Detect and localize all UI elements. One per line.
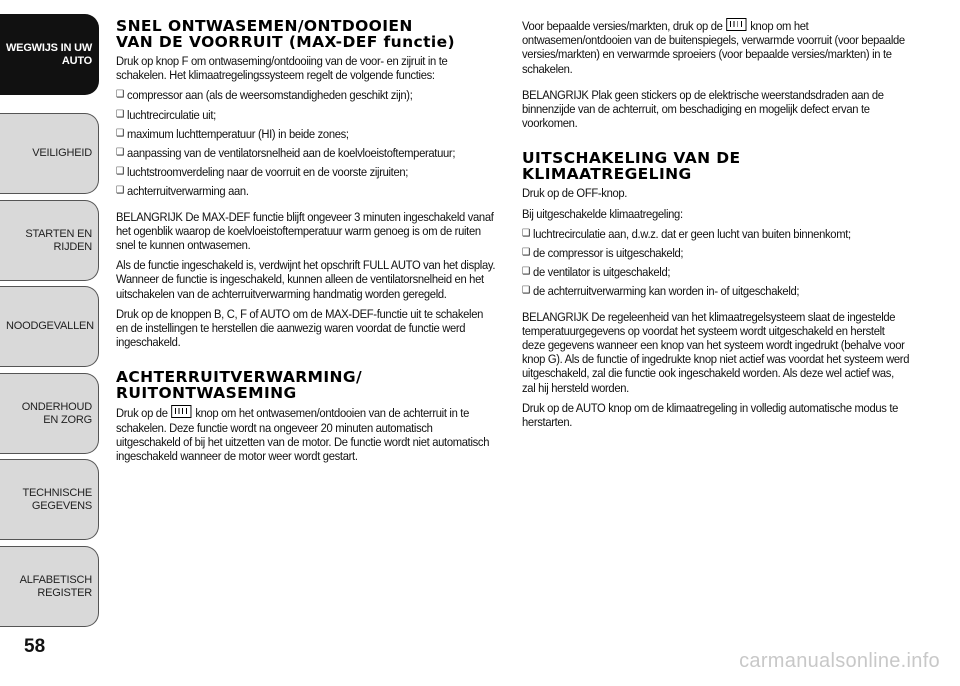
rear-defrost-icon (171, 405, 191, 418)
paragraph: Druk op de knoppen B, C, F of AUTO om de MAX-DEF-functie uit te schakelen en de instellingen te herstellen die aanwezig waren voordat de functie werd ingeschakeld. (116, 306, 484, 350)
paragraph: Druk op de AUTO knop om de klimaatregeling in volledig automatische modus te herstarten. (522, 400, 899, 430)
tab-alfabetisch-register[interactable]: ALFABETISCH REGISTER (0, 546, 99, 627)
mirror-defrost-icon (726, 18, 746, 31)
list-item: ❑ achterruitverwarming aan. (116, 184, 507, 198)
paragraph: Voor bepaalde versies/markten, druk op de knop om het ontwasemen/ontdooien van de buitenspiegels, verwarmde voorruit (voor bepaalde versies/markten) en verwarmde sproeiers (voor bepaalde versies/markten) in te schakelen. (522, 19, 905, 76)
paragraph: Als de functie ingeschakeld is, verdwijnt het opschrift FULL AUTO van het display. Wanneer de functie is ingeschakeld, kunnen alleen de ventilatorsnelheid en het uitschakelen van de achterruitverwarming handmatig worden geregeld. (116, 258, 496, 301)
list-item: ❑ de compressor is uitgeschakeld; (522, 246, 921, 260)
tab-noodgevallen[interactable]: NOODGEVALLEN (0, 286, 99, 367)
section-heading-achterruitverwarming: ACHTERRUITVERWARMING/ RUITONTWASEMING (116, 368, 363, 403)
list-item: ❑ luchtstroomverdeling naar de voorruit en de voorste zijruiten; (116, 165, 507, 179)
chapter-sidebar (0, 0, 100, 686)
watermark: carmanualsonline.info (739, 650, 940, 672)
paragraph: BELANGRIJK De regeleenheid van het klimaatregelsysteem slaat de ingestelde temperatuurgegevens op voordat het systeem wordt uitgeschakeld en herstelt deze gegevens wanneer een knop van het systeem wordt ingedrukt (behalve voor knop G). Als de functie of ingedrukte knop niet actief was voordat het systeem werd uitgeschakeld, zal die functie ook ingeschakeld worden. Als deze wel actief was, zal hij hersteld worden. (522, 309, 910, 395)
paragraph: Druk op knop F om ontwaseming/ontdooiing van de voor- en zijruit in te schakelen. Het klimaatregelingssysteem regelt de volgende functies: (116, 54, 448, 83)
paragraph: Druk op de OFF-knop. (522, 186, 628, 201)
paragraph: BELANGRIJK De MAX-DEF functie blijft ongeveer 3 minuten ingeschakeld vanaf het ogenblik waarop de koelvloeistoftemperatuur warm genoeg is om de ruiten snel te kunnen ontwasemen. (116, 209, 494, 253)
paragraph: BELANGRIJK Plak geen stickers op de elektrische weerstandsdraden aan de binnenzijde van de achterruit, om beschadiging en mogelijk defect ervan te voorkomen. (522, 87, 884, 131)
list-item: ❑ de ventilator is uitgeschakeld; (522, 265, 921, 279)
paragraph: Bij uitgeschakelde klimaatregeling: (522, 206, 683, 221)
tab-wegwijs[interactable]: WEGWIJS IN UW AUTO (0, 14, 99, 95)
left-column (116, 18, 498, 469)
tab-technische-gegevens[interactable]: TECHNISCHE GEGEVENS (0, 459, 99, 540)
list-item: ❑ compressor aan (als de weersomstandigheden geschikt zijn); (116, 88, 507, 102)
tab-onderhoud-en-zorg[interactable]: ONDERHOUD EN ZORG (0, 373, 99, 454)
section-heading-uitschakeling: UITSCHAKELING VAN DE KLIMAATREGELING (522, 149, 741, 184)
list-item: ❑ luchtrecirculatie uit; (116, 108, 507, 122)
section-heading-max-def: SNEL ONTWASEMEN/ONTDOOIEN VAN DE VOORRUIT (MAX-DEF functie) (116, 17, 456, 51)
list-item: ❑ de achterruitverwarming kan worden in- of uitgeschakeld; (522, 284, 921, 298)
tab-veiligheid[interactable]: VEILIGHEID (0, 113, 99, 194)
list-item: ❑ luchtrecirculatie aan, d.w.z. dat er geen lucht van buiten binnenkomt; (522, 227, 921, 241)
paragraph: Druk op de knop om het ontwasemen/ontdooien van de achterruit in te schakelen. Deze functie wordt na ongeveer 20 minuten automatisch uitgeschakeld of bij het uitzetten van de motor. De functie wordt niet automatisch ingeschakeld wanneer de motor weer wordt gestart. (116, 406, 490, 464)
page-number: 58 (24, 636, 46, 657)
list-item: ❑ aanpassing van de ventilatorsnelheid aan de koelvloeistoftemperatuur; (116, 146, 507, 160)
tab-starten-en-rijden[interactable]: STARTEN EN RIJDEN (0, 200, 99, 281)
list-item: ❑ maximum luchttemperatuur (HI) in beide zones; (116, 127, 507, 141)
right-column (522, 18, 912, 435)
